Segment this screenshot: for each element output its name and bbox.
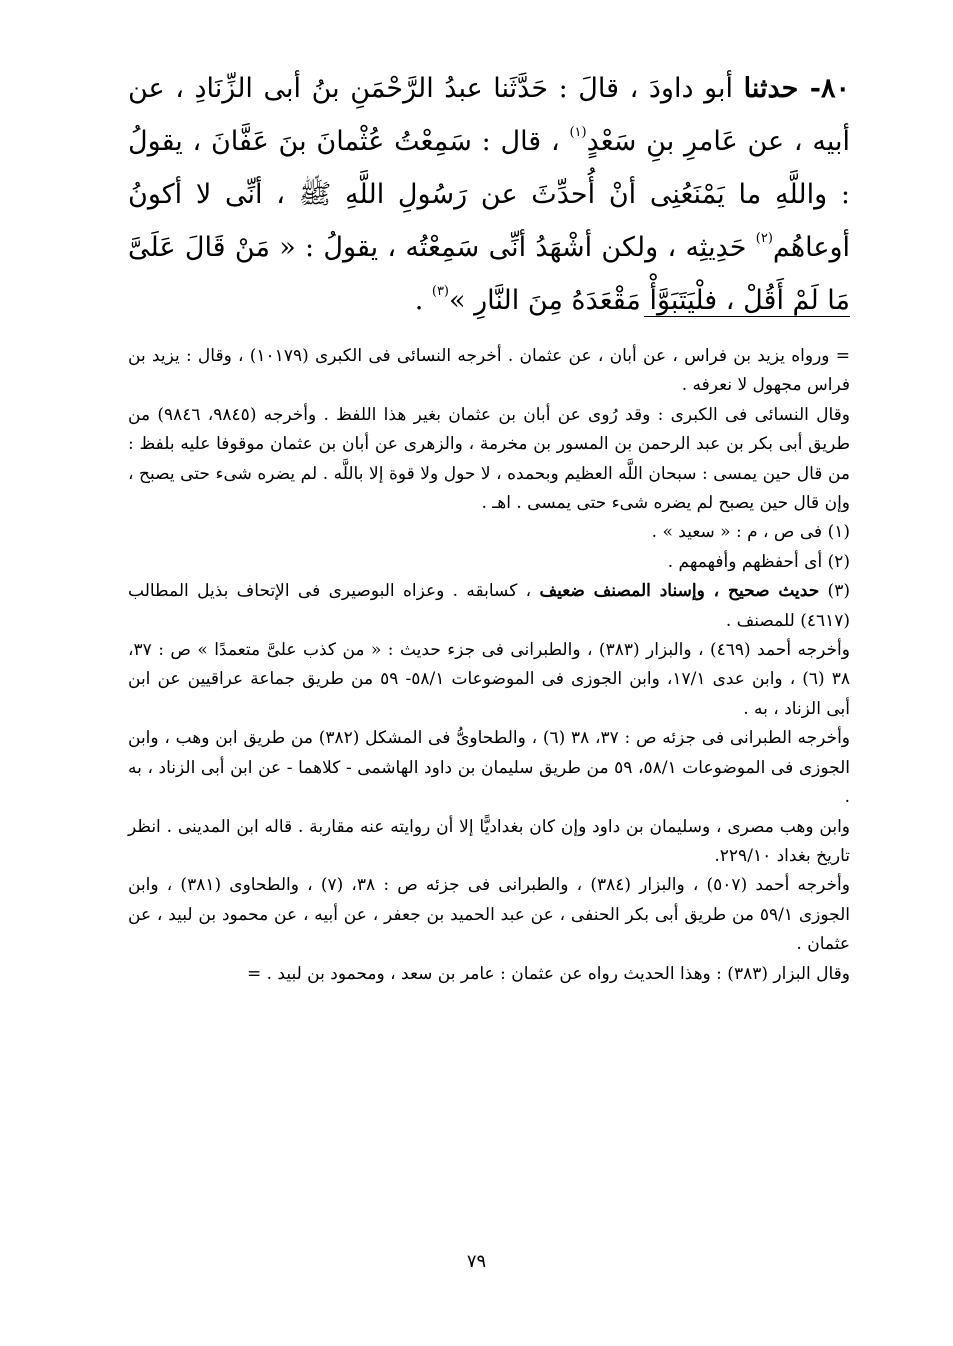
footnote-separator [644, 316, 850, 317]
hadith-text-part-3: حَدِيثِه ، ولكن أشْهَدُ أنِّى سَمِعْتُه ، يقولُ : « مَنْ قَالَ عَلَىَّ مَا لَمْ أَقُلْ ، فلْيَتَبَوَّأْ مَقْعَدَهُ مِنَ النَّارِ » [128, 232, 850, 316]
footnotes [128, 342, 850, 989]
hadith-text-part-4: . [414, 285, 432, 316]
hadith-text-part-2: ، قال : سَمِعْتُ عُثْمانَ بنَ عَفَّانَ ، يقولُ : واللَّهِ ما يَمْنَعُنِى أنْ أُحدِّثَ عن رَسُولِ اللَّهِ ﷺ ، أنِّى لا أكونُ أوعاهُم [128, 126, 850, 263]
footnote-carryover-1: = ورواه يزيد بن فراس ، عن أبان ، عن عثمان . أخرجه النسائى فى الكبرى (١٠١٧٩) ، وقال : يزيد بن فراس مجهول لا نعرفه . [128, 346, 851, 396]
footnote-3-paragraph-tabarani: وأخرجه الطبرانى فى جزئه ص : ٣٧، ٣٨ (٦) ، والطحاوىُّ فى المشكل (٣٨٢) من طريق ابن وهب ، وابن الجوزى فى الموضوعات ١/‏٥٨، ٥٩ من طريق سليمان بن داود الهاشمى - كلاهما - عن ابن أبى الزناد ، به . [128, 728, 851, 808]
footnote-3-paragraph-ahmad-2: وأخرجه أحمد (٥٠٧) ، والبزار (٣٨٤) ، والطبرانى فى جزئه ص : ٣٨، (٧) ، والطحاوى (٣٨١) ، وابن الجوزى ١/‏٥٩ من طريق أبى بكر الحنفى ، عن عبد الحميد بن جعفر ، عن أبيه ، عن محمود بن لبيد ، عن عثمان . [128, 875, 851, 955]
footnote-3 [128, 577, 850, 636]
hadith-text-part-1: أبو داودَ ، قالَ : حَدَّثَنا عبدُ الرَّحْمَنِ بنُ أبى الزِّنَادِ ، عن أبيه ، عن عَامرِ بنِ سَعْدٍ [128, 73, 851, 157]
footnote-carryover-2: وقال النسائى فى الكبرى : وقد رُوى عن أبان بن عثمان بغير هذا اللفظ . وأخرجه (٩٨٤٥، ٩٨٤٦) من طريق أبى بكر بن عبد الرحمن بن المسور بن مخرمة ، والزهرى عن أبان بن عثمان موقوفا عليه بلفظ : من قال حين يمسى : سبحان اللَّه العظيم وبحمده ، لا حول ولا قوة إلا باللَّه . لم يضره شىء حتى يصبح ، وإن قال حين يصبح لم يضره شىء حتى يمسى . اهـ . [128, 404, 851, 514]
footnote-marker-3: (٣) [431, 284, 449, 299]
hadith-number: ٨٠- [798, 73, 851, 104]
footnote-3-grading: حديث صحيح ، وإسناد المصنف ضعيف [539, 581, 820, 602]
footnote-2: (٢) أى أحفظهم وأفهمهم . [667, 551, 850, 572]
page-number: ٧٩ [466, 1251, 487, 1272]
hadith-text [128, 62, 850, 327]
footnote-marker-2: (٢) [755, 231, 773, 246]
hadith-lead-word: حدثنا [743, 73, 799, 104]
footnote-marker-1: (١) [569, 125, 587, 140]
footnote-3-number: (٣) [819, 581, 850, 602]
footnote-3-paragraph-bazzar: وقال البزار (٣٨٣) : وهذا الحديث رواه عن عثمان : عامر بن سعد ، ومحمود بن لبيد . = [246, 963, 850, 984]
footnote-3-text: ، كسابقه . وعزاه البوصيرى فى الإتحاف بذيل المطالب (٤٦١٧) للمصنف . [128, 581, 850, 631]
footnote-3-paragraph-ahmad: وأخرجه أحمد (٤٦٩) ، والبزار (٣٨٣) ، والطبرانى فى جزء حديث : « من كذب علىَّ متعمدًا » ص : ٣٧، ٣٨ (٦) ، وابن عدى ١/‏١٧، وابن الجوزى فى الموضوعات ١/‏٥٨- ٥٩ من طريق جماعة عراقيين عن ابن أبى الزناد ، به . [128, 640, 851, 719]
page-content [128, 62, 851, 984]
footnote-3-paragraph-ibn-wahb: وابن وهب مصرى ، وسليمان بن داود وإن كان بغداديًّا إلا أن روايته عنه مقاربة . قاله ابن المدينى . انظر تاريخ بغداد ١٠/‏٢٢٩. [128, 816, 850, 866]
footnote-1: (١) فى ص ، م : « سعيد » . [651, 522, 850, 543]
